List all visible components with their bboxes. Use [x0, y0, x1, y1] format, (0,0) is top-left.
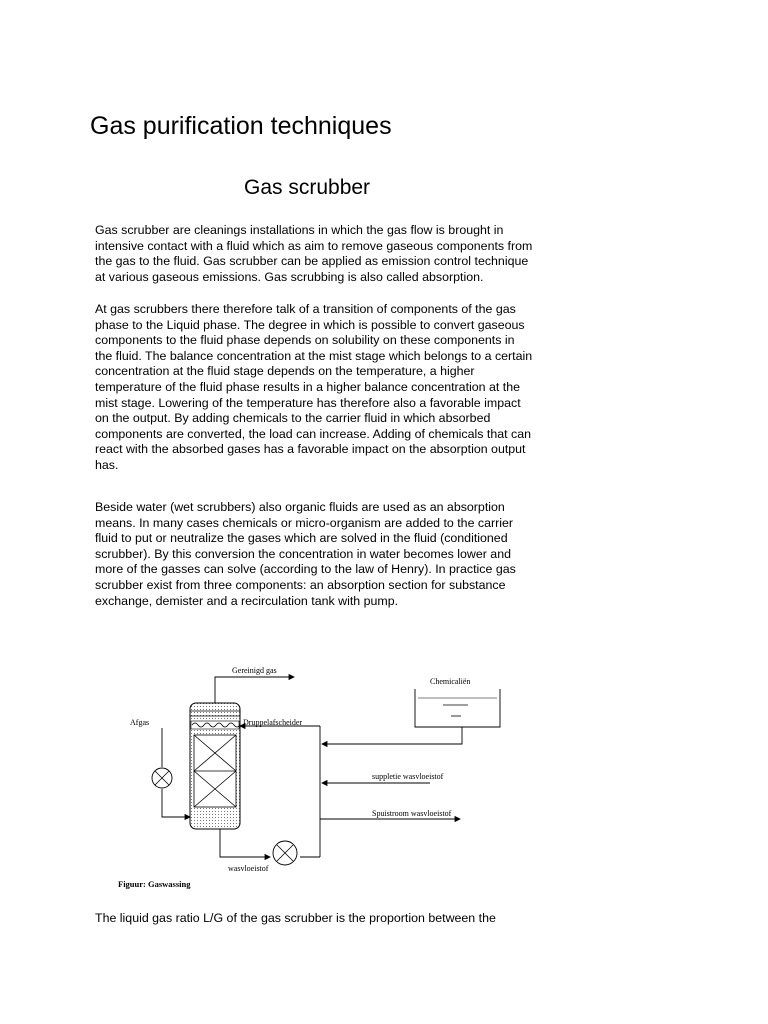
wash-liquid-label: wasvloeistof	[228, 864, 269, 873]
scrubber-column	[190, 703, 240, 829]
makeup-water-label: suppletie wasvloeistof	[372, 772, 444, 781]
gas-scrubber-diagram	[110, 655, 530, 895]
cleaned-gas-label: Gereinigd gas	[232, 666, 277, 675]
cleaned-gas-line	[215, 677, 294, 703]
chemicals-label: Chemicaliën	[430, 677, 471, 686]
paragraph-liquid-gas-ratio: The liquid gas ratio L/G of the gas scrubber is the proportion between the	[95, 911, 496, 925]
pump-symbol	[273, 841, 297, 865]
demister-label: Druppelafscheider	[243, 718, 303, 727]
paragraph-absorption-means: Beside water (wet scrubbers) also organic fluids are used as an absorption means. In many cases chemicals or micro-organism are added to the carrier fluid to put or neutralize the gases which are solved in the fluid (conditioned scrubber). By this conversion the concentration in water becomes lower and more of the gasses can solve (according to the law of Henry). In practice gas scrubber exist from three components: an absorption section for substance exchange, demister and a recirculation tank with pump.	[95, 500, 516, 608]
page-title: Gas purification techniques	[90, 112, 392, 140]
bleed-stream-label: Spuistroom wasvloeistof	[372, 809, 452, 818]
chemicals-tank	[415, 689, 500, 727]
chemicals-dosing-line	[322, 727, 462, 744]
paragraph-phase-transition: At gas scrubbers there therefore talk of a transition of components of the gas phase to the Liquid phase. The degree in which is possible to convert gaseous components to the fluid phase depends on solubility on these components in the fluid. The balance concentration at the mist stage which belongs to a certain concentration at the fluid stage depends on the temperature, a higher temperature of the fluid phase results in a higher balance concentration at the mist stage. Lowering of the temperature has therefore also a favorable impact on the output. By adding chemicals to the carrier fluid in which absorbed components are converted, the load can increase. Adding of chemicals that can react with the absorbed gases has a favorable impact on the absorption output has.	[95, 302, 533, 472]
wash-liquid-line	[220, 829, 270, 857]
demister-pad	[191, 721, 240, 729]
fan-symbol	[152, 768, 172, 788]
waste-gas-label: Afgas	[130, 718, 150, 727]
section-title: Gas scrubber	[244, 176, 371, 199]
waste-gas-line-lower	[162, 789, 190, 817]
diagram-caption: Figuur: Gaswassing	[118, 879, 191, 889]
paragraph-intro: Gas scrubber are cleanings installations in which the gas flow is brought in intensive contact with a fluid which as aim to remove gaseous components from the gas to the fluid. Gas scrubber can be applied as emission control technique at various gaseous emissions. Gas scrubbing is also called absorption.	[95, 223, 533, 284]
